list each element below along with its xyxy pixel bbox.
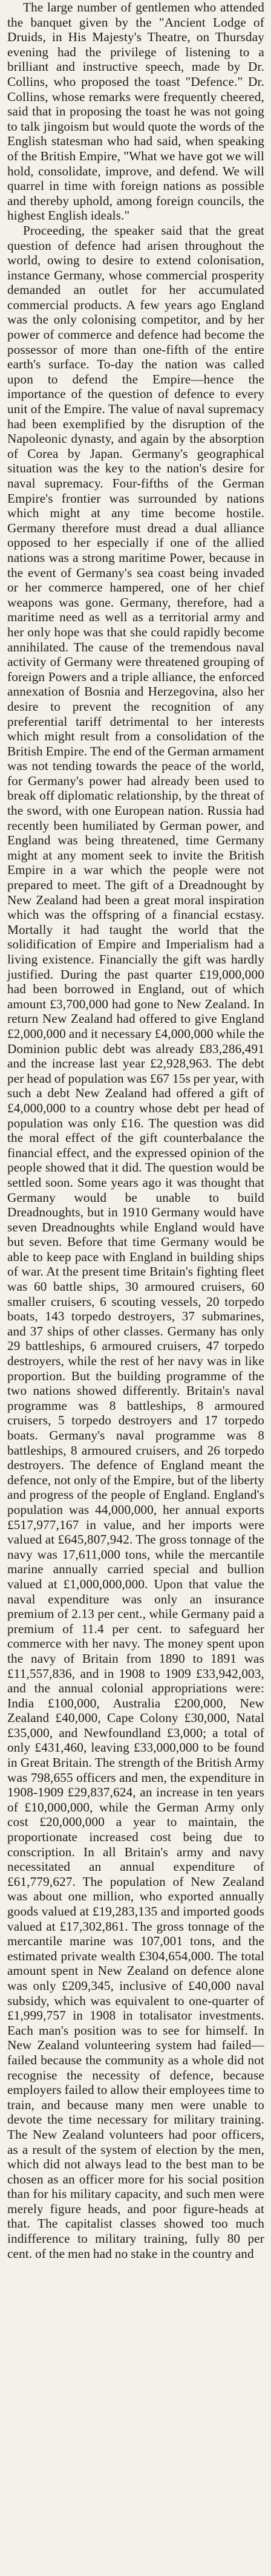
article-paragraph-1: The large number of gentlemen who attended the banquet given by the "Ancient Lodge of Druids, in His Majesty's Theatre, on Thursday evening had the privilege of listening to a brilliant and instructive speech, made by Dr. Collins, who proposed the toast "Defence." Dr. Collins, whose remarks were frequently cheered, said that in proposing the toast he was not going to talk jingoism but would quote the words of the English statesman who had said, when speaking of the British Empire, "What we have got we will hold, consolidate, improve, and defend. We will quarrel in time with foreign nations as possible and thereby uphold, among foreign councils, the highest English ideals." <box>7 0 264 223</box>
article-paragraph-2: Proceeding, the speaker said that the great question of defence had arisen throughout the world, owing to desire to extend colonisation, instance Germany, whose commercial prosperity demanded an outlet for her accumulated commercial products. A few years ago England was the only colonising competitor, and by her power of commerce and defence had become the possessor of more than one-fifth of the entire earth's surface. To-day the nation was called upon to defend the Empire—hence the importance of the question of defence to every unit of the Empire. The value of naval supremacy had been exemplified by the disruption of the Napoleonic dynasty, and again by the absorption of Corea by Japan. Germany's geographical situation was the key to the nation's desire for naval supremacy. Four-fifths of the German Empire's frontier was surrounded by nations which might at any time become hostile. Germany therefore must dread a dual alliance opposed to her especially if one of the allied nations was a strong maritime Power, because in the event of Germany's sea coast being invaded or her commerce hampered, one of her chief weapons was gone. Germany, therefore, had a maritime need as well as a territorial army and her only hope was that she could rapidly become annihilated. The cause of the tremendous naval activity of Germany were threatened grouping of foreign Powers and a triple alliance, the enforced annexation of Bosnia and Herzegovina, also her desire to prevent the recognition of any preferential tariff detrimental to her interests which might result from a consolidation of the British Empire. The end of the German armament was not tending towards the peace of the world, for Germany's power had already been used to break off diplomatic relationship, by the threat of the sword, with one European nation. Russia had recently been humiliated by German power, and England was being threatened, time Germany might at any moment seek to invite the British Empire in a war which the people were not prepared to meet. The gift of a Dreadnought by New Zealand had been a great moral inspiration which was the offspring of a financial ecstasy. Mortally it had taught the world that the solidification of Empire and Imperialism had a living existence. Financially the gift was hardly justified. During the past quarter £19,000,000 had been borrowed in England, out of which amount £3,700,000 had gone to New Zealand. In return New Zealand had offered to give England £2,000,000 and it necessary £4,000,000 while the Dominion public debt was already £83,286,491 and the increase last year £2,928,963. The debt per head of population was £67 15s per year, with such a debt New Zealand had offered a gift of £4,000,000 to a country whose debt per head of population was only £16. The question was did the moral effect of the gift counterbalance the financial effect, and the expressed opinion of the people showed that it did. The question would be settled soon. Some years ago it was thought that Germany would be unable to build Dreadnoughts, but in 1910 Germany would have seven Dreadnoughts while England would have but seven. Before that time Germany would be able to keep pace with England in building ships of war. At the present time Britain's fighting fleet was 60 battle ships, 30 armoured cruisers, 60 smaller cruisers, 6 scouting vessels, 20 torpedo boats, 143 torpedo destroyers, 37 submarines, and 37 ships of other classes. Germany has only 29 battleships, 6 armoured cruisers, 47 torpedo destroyers, while the rest of her navy was in like proportion. But the building programme of the two nations showed differently. Britain's naval programme was 8 battleships, 8 armoured cruisers, 5 torpedo destroyers and 17 torpedo boats. Germany's naval programme was 8 battleships, 8 armoured cruisers, and 26 torpedo destroyers. The defence of England meant the defence, not only of the Empire, but of the liberty and progress of the people of England. England's population was 44,000,000, her annual exports £517,977,167 in value, and her imports were valued at £645,807,942. The gross tonnage of the navy was 17,611,000 tons, while the mercantile marine annually carried special and bullion valued at £1,000,000,000. Upon that value the naval expenditure was only an insurance premium of 2.13 per cent., while Germany paid a premium of 11.4 per cent. to safeguard her commerce with her navy. The money spent upon the navy of Britain from 1890 to 1891 was £11,557,836, and in 1908 to 1909 £33,942,003, and the annual colonial appropriations were: India £100,000, Australia £200,000, New Zealand £40,000, Cape Colony £30,000, Natal £35,000, and Newfoundland £3,000; a total of only £431,460, leaving £33,000,000 to be found in Great Britain. The strength of the British Army was 798,655 officers and men, the expenditure in 1908-1909 £29,837,624, an increase in ten years of £10,000,000, while the German Army only cost £20,000,000 a year to maintain, the proportionate increased cost being due to conscription. In all Britain's army and navy necessitated an annual expenditure of £61,779,627. The population of New Zealand was about one million, who exported annually goods valued at £19,283,135 and imported goods valued at £17,302,861. The gross tonnage of the mercantile marine was 107,001 tons, and the estimated private wealth £304,654,000. The total amount spent in New Zealand on defence alone was only £209,345, inclusive of £40,000 naval subsidy, which was equivalent to one-quarter of £1,999,757 in 1908 in totalisator investments. Each man's position was to see for himself. In New Zealand volunteering system had failed—failed because the community as a whole did not recognise the necessity of defence, because employers failed to allow their employees time to train, and because many men were unable to devote the time necessary for military training. The New Zealand volunteers had poor officers, as a result of the system of election by the men, which did not always lead to the best man to be chosen as an officer more for his social position than for his military capacity, and such men were merely figure heads, and poor figure-heads at that. The capitalist classes showed too much indifference to military training, fully 80 per cent. of the men had no stake in the country and <box>7 223 264 2261</box>
